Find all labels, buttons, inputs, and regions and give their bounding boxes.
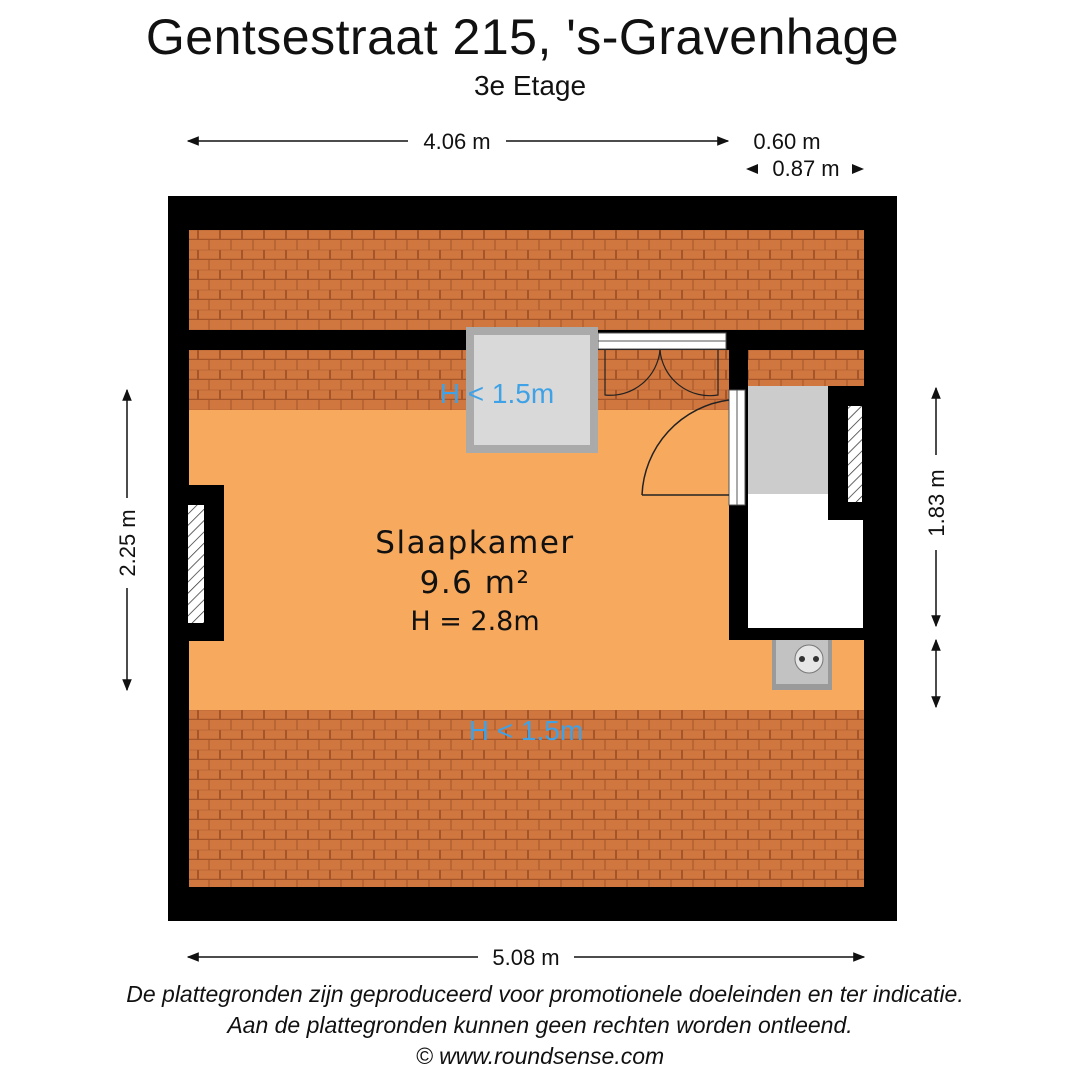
dim-right: 1.83 m xyxy=(924,469,949,537)
arrow-left-icon xyxy=(746,164,758,174)
stair-well xyxy=(748,386,828,494)
stair-landing-tiles xyxy=(748,350,864,386)
dim-top-main: 4.06 m xyxy=(423,129,491,154)
stair-hatch xyxy=(848,406,862,502)
stair-opening xyxy=(748,494,828,520)
dim-left: 2.25 m xyxy=(115,509,140,577)
arrow-right-icon xyxy=(852,164,864,174)
room-height: H = 2.8m xyxy=(410,606,540,637)
chimney-hatch xyxy=(188,505,204,623)
plan-title: Gentsestraat 215, 's-Gravenhage xyxy=(145,9,900,65)
floor-label: 3e Etage xyxy=(473,70,587,101)
copyright: © www.roundsense.com xyxy=(415,1043,665,1069)
dim-top-right-upper: 0.60 m xyxy=(753,129,821,154)
dim-top-right-lower: 0.87 m xyxy=(772,156,840,181)
disclaimer-line-2: Aan de plattegronden kunnen geen rechten worden ontleend. xyxy=(227,1012,853,1038)
dim-bottom: 5.08 m xyxy=(492,945,560,970)
height-label-upper: H < 1.5m xyxy=(439,378,555,409)
room-name: Slaapkamer xyxy=(375,525,575,561)
disclaimer-line-1: De plattegronden zijn geproduceerd voor promotionele doeleinden en ter indicatie. xyxy=(126,981,964,1007)
room-area: 9.6 m² xyxy=(419,565,531,601)
stair-landing xyxy=(748,520,863,628)
roof-upper xyxy=(189,230,864,330)
height-label-lower: H < 1.5m xyxy=(468,715,584,746)
